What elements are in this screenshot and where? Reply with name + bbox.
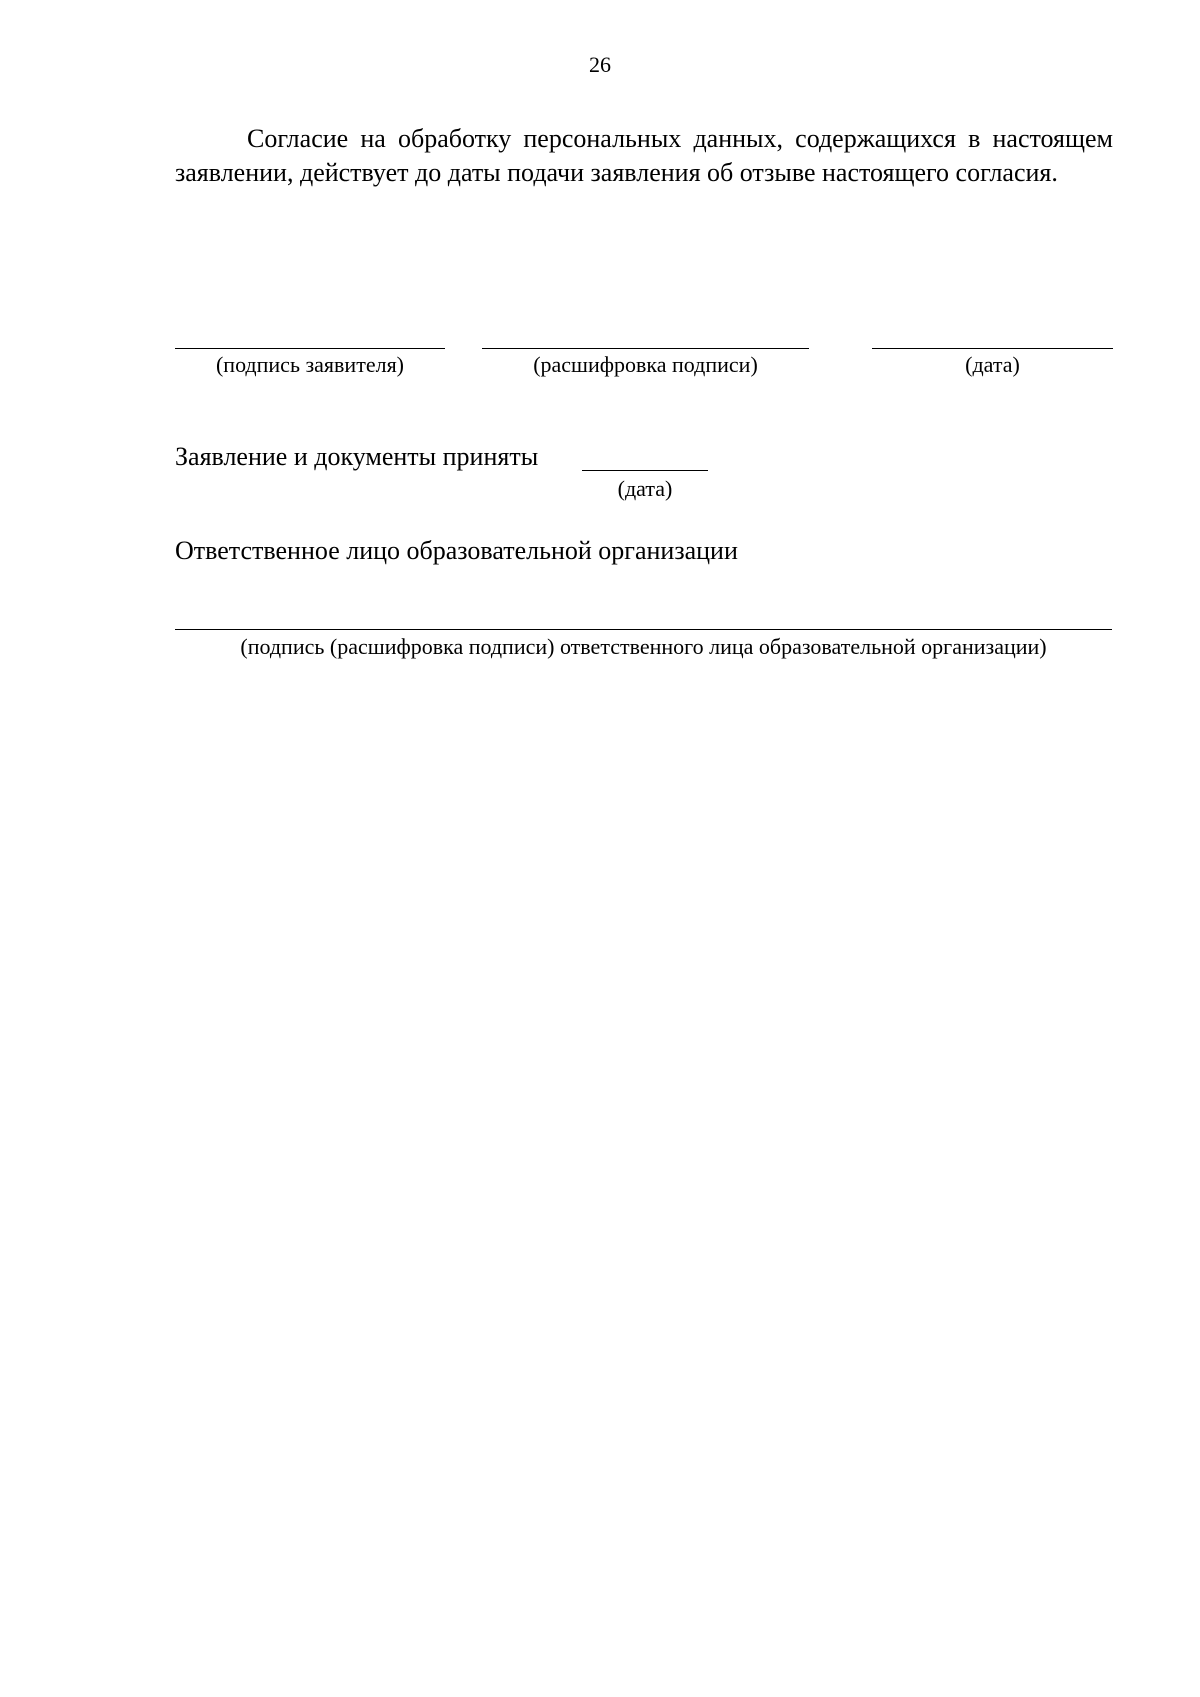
responsible-person-text: Ответственное лицо образовательной организации bbox=[175, 536, 738, 565]
responsible-signature-caption: (подпись (расшифровка подписи) ответственного лица образовательной организации) bbox=[240, 634, 1047, 659]
signature-decoding-caption: (расшифровка подписи) bbox=[533, 352, 758, 377]
date-caption: (дата) bbox=[965, 352, 1020, 377]
page-number: 26 bbox=[589, 52, 611, 77]
date-line bbox=[872, 348, 1113, 349]
applicant-signature-caption: (подпись заявителя) bbox=[215, 352, 405, 377]
acceptance-date-caption: (дата) bbox=[617, 476, 673, 501]
responsible-signature-line bbox=[175, 629, 1112, 630]
consent-paragraph: Согласие на обработку персональных данных, содержащихся в настоящем заявлении, действует до даты подачи заявления об отзыве настоящего согласия. bbox=[175, 124, 1113, 187]
acceptance-date-line bbox=[582, 470, 708, 471]
signature-decoding-line bbox=[482, 348, 809, 349]
acceptance-text: Заявление и документы приняты bbox=[175, 442, 539, 471]
applicant-signature-line bbox=[175, 348, 445, 349]
